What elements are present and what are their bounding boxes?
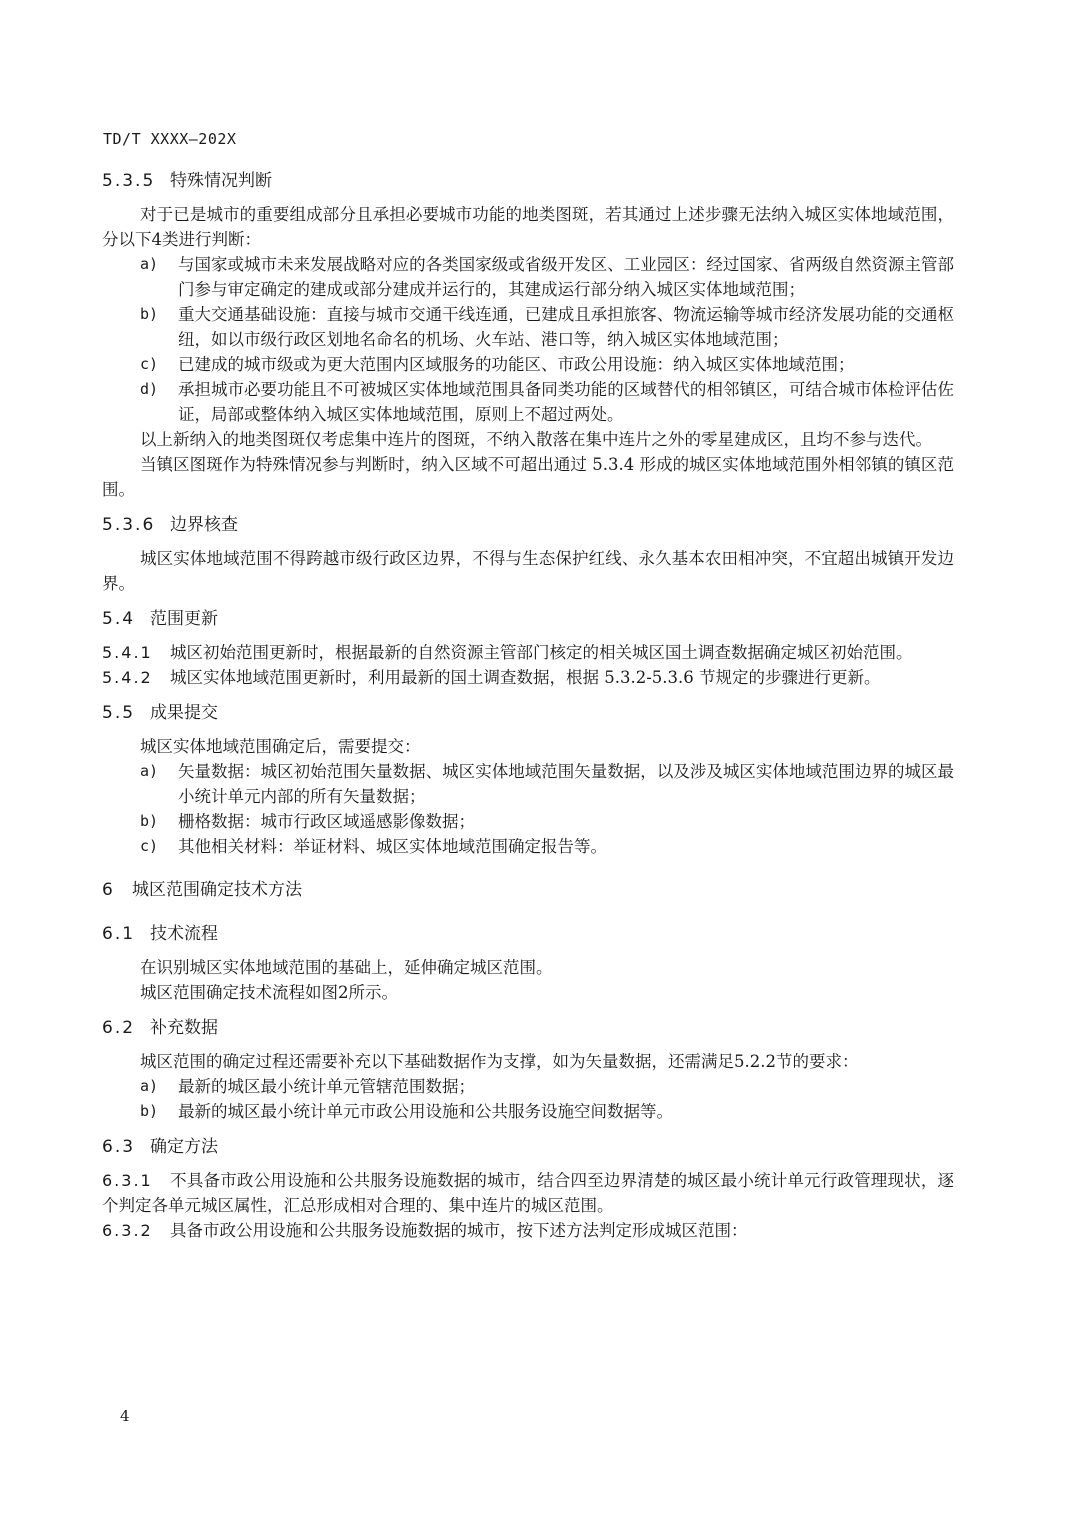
list-item: a) 最新的城区最小统计单元管辖范围数据； bbox=[140, 1077, 475, 1096]
clause-5-4-2: 5.4.2 城区实体地域范围更新时，利用最新的国土调查数据，根据 5.3.2-5.3.6 节规定的步骤进行更新。 bbox=[102, 668, 881, 687]
heading-5-3-6: 5.3.6 边界核查 bbox=[102, 515, 238, 535]
document-body bbox=[102, 162, 954, 1243]
paragraph: 以上新纳入的地类图斑仅考虑集中连片的图斑，不纳入散落在集中连片之外的零星建成区，且均不参与迭代。 bbox=[140, 430, 932, 449]
list-item: a) 与国家或城市未来发展战略对应的各类国家级或省级开发区、工业园区：经过国家、省两级自然资源主管部门参与审定确定的建成或部分建成并运行的，其建成运行部分纳入城区实体地域范围； bbox=[140, 255, 954, 299]
paragraph: 当镇区图斑作为特殊情况参与判断时，纳入区域不可超出通过 5.3.4 形成的城区实体地域范围外相邻镇的镇区范围。 bbox=[102, 455, 954, 499]
heading-6: 6 城区范围确定技术方法 bbox=[102, 880, 302, 900]
list-item: d) 承担城市必要功能且不可被城区实体地域范围具备同类功能的区域替代的相邻镇区，可结合城市体检评估佐证，局部或整体纳入城区实体地域范围，原则上不超过两处。 bbox=[140, 380, 954, 424]
list-item: a) 矢量数据：城区初始范围矢量数据、城区实体地域范围矢量数据，以及涉及城区实体地域范围边界的城区最小统计单元内部的所有矢量数据； bbox=[140, 762, 954, 806]
heading-6-2: 6.2 补充数据 bbox=[102, 1018, 218, 1038]
clause-5-4-1: 5.4.1 城区初始范围更新时，根据最新的自然资源主管部门核定的相关城区国土调查数据确定城区初始范围。 bbox=[102, 643, 913, 662]
list-item: b) 栅格数据：城市行政区域遥感影像数据； bbox=[140, 812, 475, 831]
heading-6-3: 6.3 确定方法 bbox=[102, 1137, 218, 1157]
heading-5-4: 5.4 范围更新 bbox=[102, 609, 218, 629]
paragraph: 城区范围的确定过程还需要补充以下基础数据作为支撑，如为矢量数据，还需满足5.2.2节的要求： bbox=[140, 1052, 859, 1071]
paragraph: 城区范围确定技术流程如图2所示。 bbox=[140, 983, 398, 1002]
clause-6-3-1: 6.3.1 不具备市政公用设施和公共服务设施数据的城市，结合四至边界清楚的城区最小统计单元行政管理现状，逐个判定各单元城区属性，汇总形成相对合理的、集中连片的城区范围。 bbox=[102, 1171, 954, 1215]
list-item: c) 已建成的城市级或为更大范围内区域服务的功能区、市政公用设施：纳入城区实体地域范围； bbox=[140, 355, 855, 374]
list-item: c) 其他相关材料：举证材料、城区实体地域范围确定报告等。 bbox=[140, 837, 607, 856]
standard-code: TD/T XXXX—202X bbox=[103, 130, 237, 148]
clause-6-3-2: 6.3.2 具备市政公用设施和公共服务设施数据的城市，按下述方法判定形成城区范围： bbox=[102, 1221, 748, 1240]
paragraph: 城区实体地域范围确定后，需要提交： bbox=[140, 737, 421, 756]
paragraph: 城区实体地域范围不得跨越市级行政区边界，不得与生态保护红线、永久基本农田相冲突，不宜超出城镇开发边界。 bbox=[102, 549, 954, 593]
list-item: b) 重大交通基础设施：直接与城市交通干线连通，已建成且承担旅客、物流运输等城市经济发展功能的交通枢纽，如以市级行政区划地名命名的机场、火车站、港口等，纳入城区实体地域范围； bbox=[140, 305, 954, 349]
heading-5-5: 5.5 成果提交 bbox=[102, 703, 218, 723]
heading-5-3-5: 5.3.5 特殊情况判断 bbox=[102, 171, 272, 191]
heading-6-1: 6.1 技术流程 bbox=[102, 924, 218, 944]
page-number: 4 bbox=[120, 1407, 130, 1425]
paragraph: 在识别城区实体地域范围的基础上，延伸确定城区范围。 bbox=[140, 958, 553, 977]
paragraph: 对于已是城市的重要组成部分且承担必要城市功能的地类图斑，若其通过上述步骤无法纳入城区实体地域范围，分以下4类进行判断： bbox=[102, 205, 954, 249]
list-item: b) 最新的城区最小统计单元市政公用设施和公共服务设施空间数据等。 bbox=[140, 1102, 673, 1121]
